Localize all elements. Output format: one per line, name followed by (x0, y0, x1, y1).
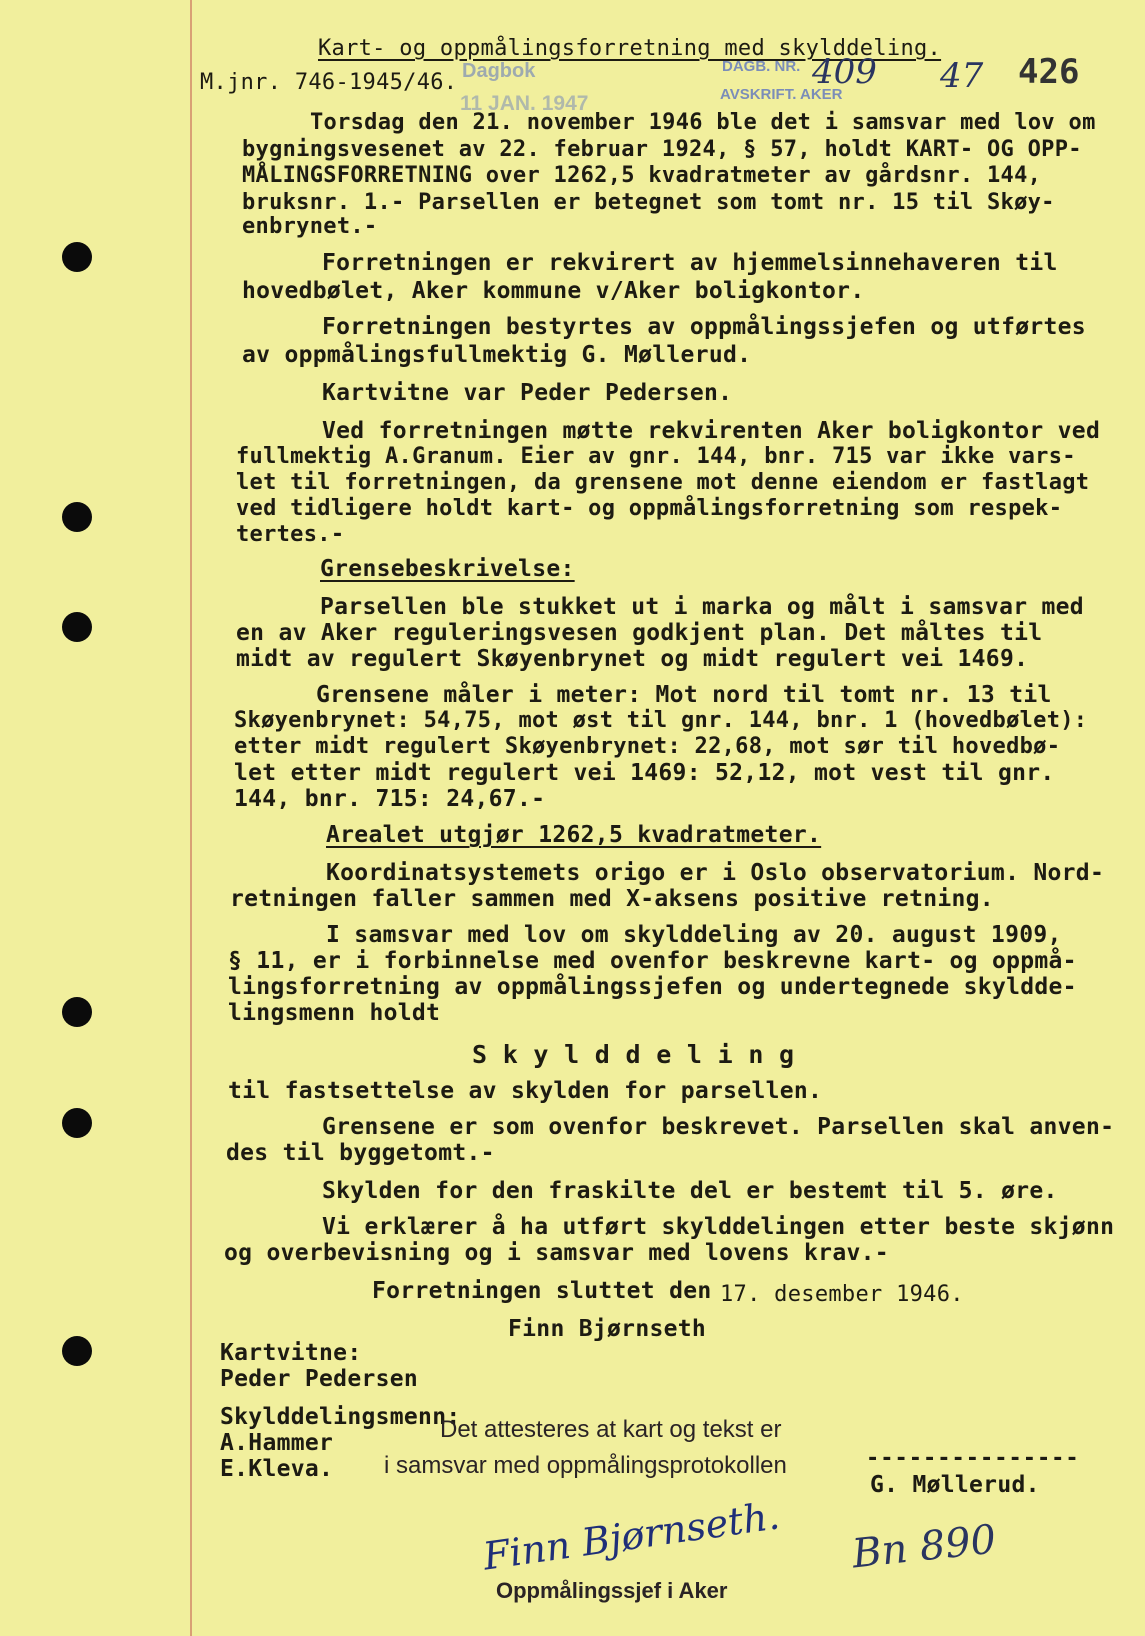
body-line: til fastsettelse av skylden for parsellen. (228, 1078, 823, 1104)
document-title: Kart- og oppmålingsforretning med skylddeling. (318, 36, 942, 61)
body-line: let etter midt regulert vei 1469: 52,12, mot vest til gnr. (234, 760, 1055, 786)
section-heading: Grensebeskrivelse: (320, 556, 575, 582)
body-line: I samsvar med lov om skylddeling av 20. august 1909, (326, 922, 1062, 948)
body-line: Koordinatsystemets origo er i Oslo observatorium. Nord- (326, 860, 1105, 886)
body-line: Forretningen sluttet den (372, 1278, 712, 1304)
assessor-name: E.Kleva. (220, 1456, 334, 1482)
body-line: retningen faller sammen med X-aksens positive retning. (230, 886, 994, 912)
signatory-name: Finn Bjørnseth (508, 1316, 707, 1342)
witness-name: Peder Pedersen (220, 1366, 419, 1392)
body-line: let til forretningen, da grensene mot denne eiendom er fastlagt (236, 470, 1090, 495)
witness-label: Kartvitne: (220, 1340, 362, 1366)
handwritten-year: 47 (940, 56, 984, 96)
body-line: en av Aker reguleringsvesen godkjent plan. Det måltes til (236, 620, 1043, 646)
body-line: hovedbølet, Aker kommune v/Aker boligkontor. (242, 278, 865, 304)
margin-rule (190, 0, 192, 1636)
punch-hole (62, 1108, 92, 1138)
punch-hole (62, 242, 92, 272)
stamp-dagb-nr: DAGB. NR. (722, 58, 801, 75)
body-line: Forretningen er rekvirert av hjemmelsinnehaveren til (322, 250, 1058, 276)
body-line: Grensene måler i meter: Mot nord til tomt nr. 13 til (316, 682, 1052, 708)
handwritten-number: 409 (812, 52, 877, 92)
body-line: Vi erklærer å ha utført skylddelingen etter beste skjønn (322, 1214, 1115, 1240)
skylddeling-heading: S k y l d d e l i n g (472, 1040, 795, 1069)
body-line: Parsellen ble stukket ut i marka og målt i samsvar med (320, 594, 1084, 620)
body-line: bruksnr. 1.- Parsellen er betegnet som tomt nr. 15 til Skøy- (242, 190, 1055, 215)
attestation-line: Det attesteres at kart og tekst er (440, 1416, 782, 1443)
body-line: ved tidligere holdt kart- og oppmålingsforretning som respek- (236, 496, 1063, 521)
assessor-name: A.Hammer (220, 1430, 334, 1456)
surveyor-name: G. Møllerud. (870, 1472, 1040, 1498)
closing-date: 17. desember 1946. (720, 1282, 964, 1307)
body-line: Skøyenbrynet: 54,75, mot øst til gnr. 144, bnr. 1 (hovedbølet): (234, 708, 1088, 733)
attestation-line: i samsvar med oppmålingsprotokollen (384, 1452, 787, 1479)
body-line: fullmektig A.Granum. Eier av gnr. 144, bnr. 715 var ikke vars- (236, 444, 1076, 469)
handwritten-note: Bn 890 (849, 1516, 999, 1578)
body-line: Forretningen bestyrtes av oppmålingssjefen og utførtes (322, 314, 1086, 340)
area-statement: Arealet utgjør 1262,5 kvadratmeter. (326, 822, 822, 848)
stamp-dagbok: Dagbok (462, 60, 536, 82)
body-line: midt av regulert Skøyenbrynet og midt regulert vei 1469. (236, 646, 1029, 672)
body-line: av oppmålingsfullmektig G. Møllerud. (242, 342, 752, 368)
body-line: Grensene er som ovenfor beskrevet. Parsellen skal anven- (322, 1114, 1115, 1140)
punch-hole (62, 612, 92, 642)
body-line: etter midt regulert Skøyenbrynet: 22,68, mot sør til hovedbø- (234, 734, 1061, 759)
body-line: bygningsvesenet av 22. februar 1924, § 57, holdt KART- OG OPP- (242, 137, 1082, 162)
punch-hole (62, 997, 92, 1027)
body-line: MÅLINGSFORRETNING over 1262,5 kvadratmeter av gårdsnr. 144, (242, 163, 1042, 188)
journal-number: M.jnr. 746-1945/46. (200, 70, 458, 95)
body-line: des til byggetomt.- (226, 1140, 495, 1166)
attestation-title: Oppmålingssjef i Aker (496, 1578, 728, 1603)
body-line: enbrynet.- (242, 214, 378, 239)
body-line: Ved forretningen møtte rekvirenten Aker boligkontor ved (322, 418, 1101, 444)
punch-hole (62, 1336, 92, 1366)
handwritten-signature: Finn Bjørnseth. (480, 1493, 783, 1579)
body-line: lingsforretning av oppmålingssjefen og undertegnede skyldde- (228, 974, 1077, 1000)
body-line: Skylden for den fraskilte del er bestemt til 5. øre. (322, 1178, 1058, 1204)
body-line: Torsdag den 21. november 1946 ble det i samsvar med lov om (310, 110, 1096, 135)
page-number: 426 (1018, 52, 1080, 92)
body-line: 144, bnr. 715: 24,67.- (234, 786, 546, 812)
body-line: § 11, er i forbinnelse med ovenfor beskrevne kart- og oppmå- (228, 948, 1077, 974)
body-line: tertes.- (236, 522, 345, 547)
punch-hole (62, 502, 92, 532)
body-line: Kartvitne var Peder Pedersen. (322, 380, 733, 406)
stamp-date: 11 JAN. 1947 (460, 92, 589, 115)
body-line: og overbevisning og i samsvar med lovens krav.- (224, 1240, 889, 1266)
stamp-avskrift: AVSKRIFT. AKER (720, 86, 843, 103)
body-line: lingsmenn holdt (228, 1000, 441, 1026)
signature-line: --------------- (866, 1446, 1080, 1471)
assessors-label: Skylddelingsmenn: (220, 1404, 461, 1430)
